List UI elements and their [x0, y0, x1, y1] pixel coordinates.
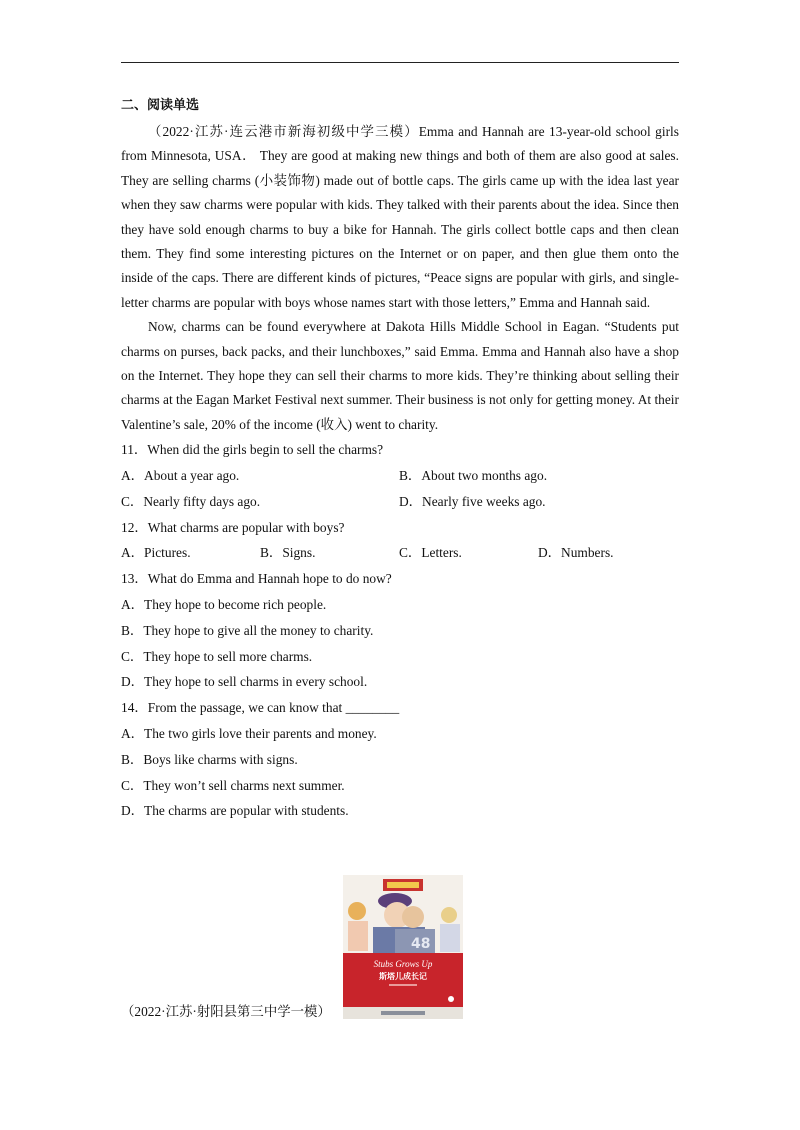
option-b: B．They hope to give all the money to charity.	[121, 622, 374, 638]
options-row	[121, 489, 679, 515]
option-a: A．About a year ago.	[121, 468, 240, 484]
question-stem: 14．From the passage, we can know that ________	[121, 700, 400, 716]
option-c: C．They won’t sell charms next summer.	[121, 777, 345, 793]
option-a: A．They hope to become rich people.	[121, 597, 327, 613]
section-title: 二、阅读单选	[121, 98, 200, 113]
passage-paragraph-2: Now, charms can be found everywhere at Dakota Hills Middle School in Eagan. “Students put charms on purses, back packs, and their lunchboxes,” said Emma. Emma and Hannah also have a shop on the Internet. They hope they can sell their charms to more kids. They’re thinking about selling their charms at the Eagan Market Festival next summer. Their business is not only for getting money. At their Valentine’s sale, 20% of the income (收入) went to charity.	[121, 319, 679, 432]
option-d: D．Numbers.	[538, 545, 614, 561]
option-c: C．Nearly fifty days ago.	[121, 493, 261, 509]
option-a: A．The two girls love their parents and money.	[121, 726, 377, 742]
option-d: D．Nearly five weeks ago.	[399, 493, 546, 509]
option-d: D．They hope to sell charms in every school.	[121, 674, 368, 690]
option-c: C．They hope to sell more charms.	[121, 648, 313, 664]
question-14	[121, 695, 679, 824]
question-12	[121, 515, 679, 567]
option-c: C．Letters.	[399, 545, 462, 561]
option-d: D．The charms are popular with students.	[121, 803, 349, 819]
book-cover-image	[343, 875, 463, 1019]
header-rule	[121, 62, 679, 63]
page-content	[121, 96, 679, 824]
option-b: B．Signs.	[260, 545, 316, 561]
question-stem: 11．When did the girls begin to sell the charms?	[121, 442, 384, 458]
question-11	[121, 437, 679, 514]
passage-paragraph-1: （2022·江苏·连云港市新海初级中学三模）Emma and Hannah are 13-year-old school girls from Minnesota, USA． They are good at making new things and both of them are also good at sales. They are selling charms (小装饰物) made out of bottle caps. The girls came up with the idea last year when they saw charms were popular with kids. They talked with their parents about the idea. Since then they have sold enough charms to buy a bike for Hannah. The girls collect bottle caps and then clean them. They find some interesting pictures on the Internet or on paper, and then glue them onto the inside of the caps. There are different kinds of pictures, “Peace signs are popular with girls, and single-letter charms are popular with boys whose names start with those letters,” Emma and Hannah said.	[121, 124, 679, 310]
option-b: B．About two months ago.	[399, 468, 548, 484]
options-row	[121, 463, 679, 489]
passage-2-source: （2022·江苏·射阳县第三中学一模）	[121, 1004, 331, 1019]
question-13	[121, 566, 679, 695]
question-stem: 12．What charms are popular with boys?	[121, 519, 345, 535]
option-a: A．Pictures.	[121, 545, 191, 561]
options-row	[121, 540, 679, 566]
book-title-english: Stubs Grows Up	[373, 959, 433, 969]
question-stem: 13．What do Emma and Hannah hope to do now?	[121, 571, 392, 587]
jersey-number: 48	[411, 936, 431, 952]
book-title-chinese: 斯塔儿成长记	[379, 972, 427, 981]
option-b: B．Boys like charms with signs.	[121, 751, 298, 767]
